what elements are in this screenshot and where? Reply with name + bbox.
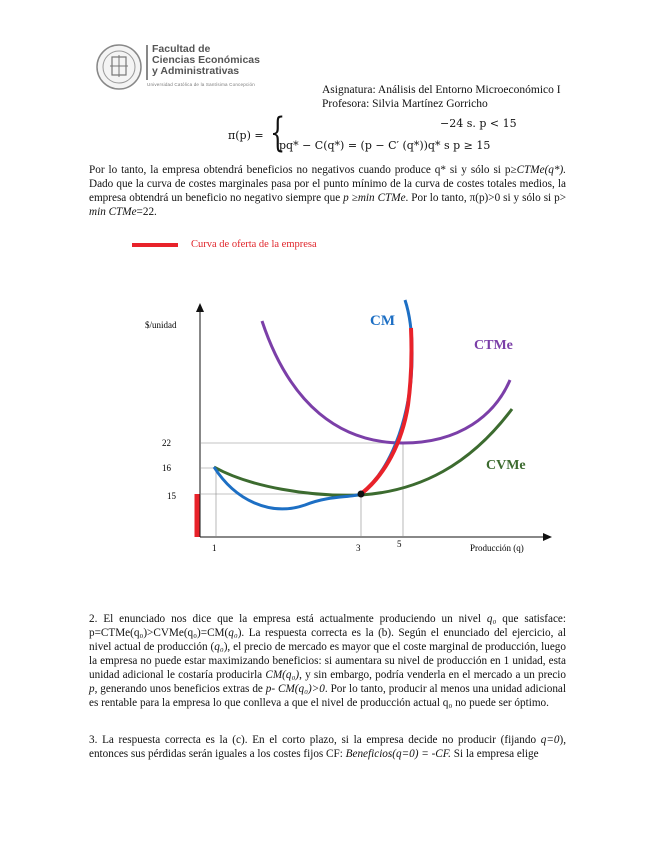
x-tick-label: 5 [397,539,402,549]
series-ctme-line [262,321,510,443]
text-run: Si la empresa elige [450,748,539,760]
course-line: Asignatura: Análisis del Entorno Microeconómico I [322,84,561,96]
series-cvme-line [214,409,512,495]
shutdown-point-marker [358,491,365,498]
text-run: 3. La respuesta correcta es la (c). En el corto plazo, si la empresa decide no producir (fijando [89,734,541,746]
y-tick-label: 22 [162,438,171,448]
text-run-italic: q₀ [228,627,238,639]
faculty-name-line: Ciencias Económicas [152,54,260,66]
formula-lhs: π(p) = [228,129,264,142]
series-supply-line [361,328,412,494]
formula-brace: { [270,110,286,156]
faculty-subtitle: Universidad Católica de la Santísima Concepción [147,82,255,87]
x-axis-label: Producción (q) [470,543,524,553]
answer-3-paragraph [89,733,566,761]
logo-divider [146,45,148,80]
guide-lines [200,443,405,537]
text-run: 2. El enunciado nos dice que la empresa está actualmente produciendo un nivel [89,613,487,625]
intro-paragraph [89,163,566,219]
faculty-name-line: y Administrativas [152,65,240,77]
x-tick-label: 1 [212,543,217,553]
faculty-name [152,44,260,77]
text-run-italic: p ≥min CTMe [343,192,406,204]
formula-case-2: pq* − C(q*) = (p − C′ (q*))q* s p ≥ 15 [279,139,491,152]
text-run-italic: q₀ [486,613,497,625]
text-run: . Por lo tanto, producir al menos una unidad adicional es rentable para la empresa lo que conlleva a que el nivel de producción actual q₀ no puede ser óptimo. [89,683,566,709]
text-run: =22. [136,206,157,218]
series-label-cm: CM [370,313,395,329]
text-run: Dado que la curva de costes marginales pasa por el punto mínimo de la curva de costes totales medios, la empresa obtendrá un beneficio no negativo siempre que [89,178,566,204]
text-run: , y sin embargo, podría venderla en el mercado a un precio [299,669,566,681]
series-label-ctme: CTMe [474,338,513,353]
y-axis-arrow [196,303,204,312]
text-run-italic: q=0 [540,734,560,746]
text-run: , generando unos beneficios extras de [94,683,266,695]
faculty-name-line: Facultad de [152,43,211,55]
y-tick-label: 16 [162,463,171,473]
formula-case-1: −24 s. p < 15 [440,117,517,130]
text-run: ), el precio de mercado es mayor que el coste marginal de producción, luego la empresa no puede estar maximizando beneficios: si aumentara su nivel de producción en 1 unidad, esta unidad adicional le costaría producirla [89,641,566,681]
series-cm-line [214,300,412,509]
x-axis-arrow [543,533,552,541]
university-seal-icon [93,42,145,92]
text-run: Por lo tanto, la empresa obtendrá beneficios no negativos cuando produce q* si y sólo si p≥ [89,164,517,176]
text-run-italic: CTMe(q*). [516,164,566,176]
text-run: que satisface: p=CTMe(q₀)>CVMe(q₀)=CM( [89,613,566,639]
legend-swatch [132,243,178,247]
x-tick-label: 3 [356,543,361,553]
text-run: . Por lo tanto, π(p)>0 si y sólo si p> [405,192,567,204]
answer-2-paragraph [89,612,566,710]
text-run-italic: p- CM(q₀)>0 [265,683,325,695]
cost-curves-chart [140,295,560,565]
y-tick-label: 15 [167,491,176,501]
text-run-italic: min CTMe [89,206,137,218]
text-run: ). La respuesta correcta es la (b). Según el enunciado del ejercicio, al nivel actual de producción ( [89,627,566,653]
text-run-italic: q₀ [214,641,224,653]
text-run-italic: Beneficios(q=0) = -CF. [345,748,451,760]
legend-label: Curva de oferta de la empresa [191,239,317,250]
series-label-cvme: CVMe [486,458,526,473]
professor-line: Profesora: Silvia Martínez Gorricho [322,98,488,110]
text-run-italic: p [89,683,95,695]
text-run-italic: CM(q₀) [265,669,300,681]
y-axis-label: $/unidad [145,320,177,330]
text-run: ), entonces sus pérdidas serán iguales a los costes fijos CF: [89,734,566,760]
